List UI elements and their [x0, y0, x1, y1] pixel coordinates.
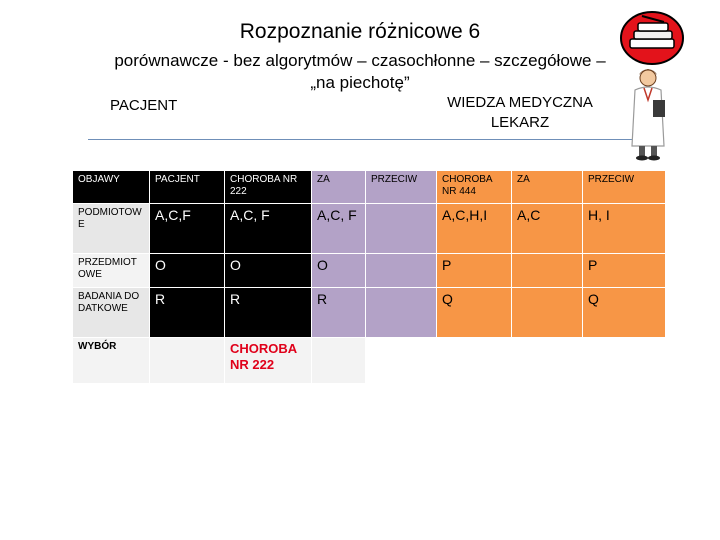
medical-knowledge-line-1: WIEDZA MEDYCZNA — [447, 94, 593, 111]
cell-pacjent: O — [150, 254, 225, 288]
cell-za-444: A,C — [512, 204, 583, 254]
doctor-clipart-icon — [612, 8, 692, 168]
cell-blank — [366, 338, 437, 384]
header-choroba-444: CHOROBA NR 444 — [437, 171, 512, 204]
cell-empty — [150, 338, 225, 384]
cell-przeciw-444: Q — [583, 288, 666, 338]
cell-za-444 — [512, 254, 583, 288]
medical-knowledge-line-2: LEKARZ — [490, 114, 550, 131]
subtitle-line-2: „na piechotę” — [310, 73, 410, 92]
cell-choroba-222: O — [225, 254, 312, 288]
header-za-444: ZA — [512, 171, 583, 204]
cell-za-444 — [512, 288, 583, 338]
cell-przeciw-444: H, I — [583, 204, 666, 254]
cell-choroba-222: R — [225, 288, 312, 338]
cell-przeciw-222 — [366, 204, 437, 254]
choice-line-1: CHOROBA — [230, 341, 298, 356]
header-przeciw-444: PRZECIW — [583, 171, 666, 204]
header-za-222: ZA — [312, 171, 366, 204]
cell-pacjent: R — [150, 288, 225, 338]
differential-diagnosis-table — [72, 170, 666, 384]
table-row — [73, 254, 666, 288]
cell-za-222: O — [312, 254, 366, 288]
row-label-przedmiotowe: PRZEDMIOTOWE — [73, 254, 150, 288]
medical-knowledge-label — [430, 93, 610, 133]
cell-za-222: R — [312, 288, 366, 338]
cell-przeciw-444: P — [583, 254, 666, 288]
cell-choroba-444: P — [437, 254, 512, 288]
cell-blank — [437, 338, 512, 384]
cell-za-222: A,C, F — [312, 204, 366, 254]
cell-choroba-222: A,C, F — [225, 204, 312, 254]
cell-przeciw-222 — [366, 254, 437, 288]
row-label-podmiotowe: PODMIOTOWE — [73, 204, 150, 254]
cell-choice — [225, 338, 312, 384]
cell-blank — [583, 338, 666, 384]
slide-title: Rozpoznanie różnicowe 6 — [239, 20, 481, 43]
cell-empty — [312, 338, 366, 384]
doctor-books-icon — [612, 8, 692, 168]
table-header-row — [73, 171, 666, 204]
row-label-badania-dodatkowe: BADANIA DODATKOWE — [73, 288, 150, 338]
header-choroba-222: CHOROBA NR 222 — [225, 171, 312, 204]
cell-blank — [512, 338, 583, 384]
slide-subtitle — [60, 50, 660, 94]
divider-line — [88, 139, 664, 140]
row-label-wybor: WYBÓR — [73, 338, 150, 384]
choice-line-2: NR 222 — [230, 357, 275, 372]
cell-przeciw-222 — [366, 288, 437, 338]
subtitle-line-1: porównawcze - bez algorytmów – czasochłonne – szczegółowe – — [114, 51, 606, 70]
table-row — [73, 204, 666, 254]
patient-label: PACJENT — [110, 97, 178, 114]
table-row — [73, 288, 666, 338]
table-footer-row — [73, 338, 666, 384]
cell-pacjent: A,C,F — [150, 204, 225, 254]
cell-choroba-444: A,C,H,I — [437, 204, 512, 254]
header-objawy: OBJAWY — [73, 171, 150, 204]
header-przeciw-222: PRZECIW — [366, 171, 437, 204]
header-pacjent: PACJENT — [150, 171, 225, 204]
cell-choroba-444: Q — [437, 288, 512, 338]
